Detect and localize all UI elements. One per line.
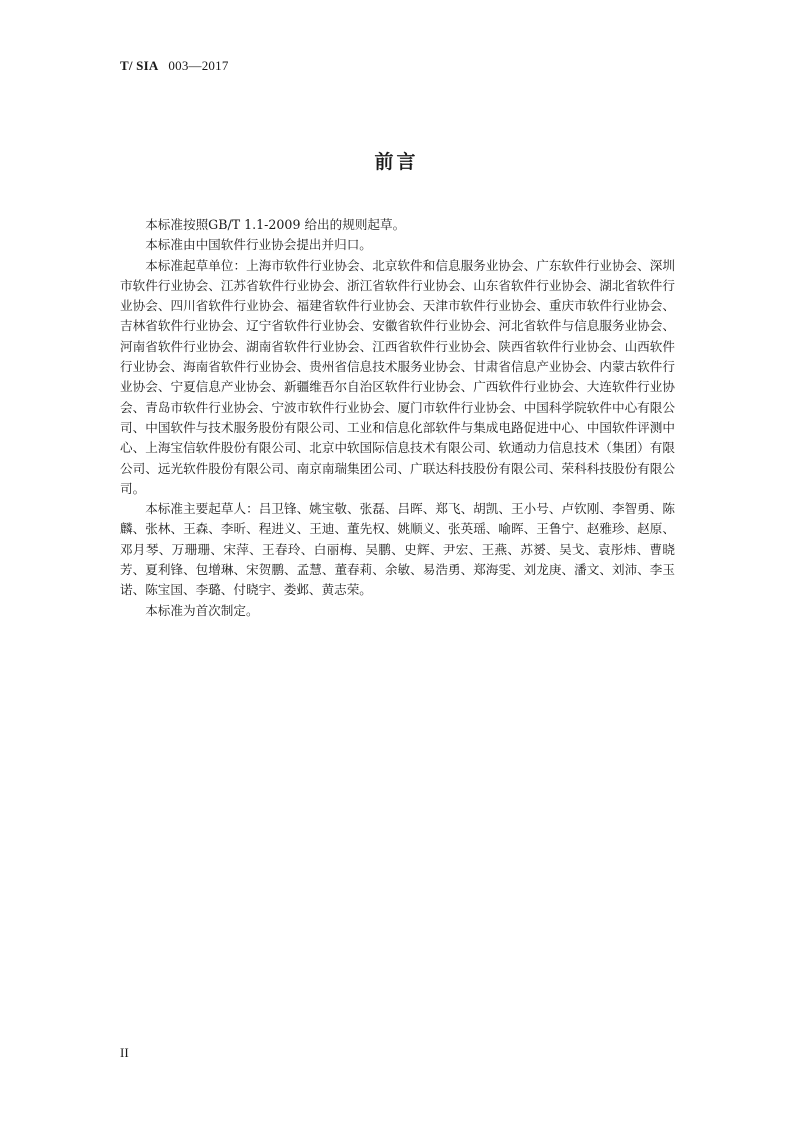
page-number: II <box>120 1045 129 1060</box>
paragraph-main-drafters: 本标准主要起草人：吕卫锋、姚宝敬、张磊、吕晖、郑飞、胡凯、王小号、卢钦刚、李智勇、陈麟、张林、王森、李昕、程进义、王迪、董先权、姚顺义、张英瑶、喻晖、王鲁宁、赵雅珍、赵原、邓月琴、万珊珊、宋萍、王春玲、白丽梅、吴鹏、史辉、尹宏、王燕、苏赟、吴戈、袁彤炜、曹晓芳、夏利锋、包增琳、宋贺鹏、孟慧、董春莉、余敏、易浩勇、郑海雯、刘龙庚、潘文、刘沛、李玉诺、陈宝国、李璐、付晓宇、娄邺、黄志荣。 <box>120 501 675 598</box>
page-title: 前言 <box>374 151 419 173</box>
paragraph-proposer: 本标准由中国软件行业协会提出并归口。 <box>145 237 372 253</box>
paragraph-first-edition: 本标准为首次制定。 <box>145 602 259 618</box>
paragraph-drafting-units: 本标准起草单位：上海市软件行业协会、北京软件和信息服务业协会、广东软件行业协会、深圳市软件行业协会、江苏省软件行业协会、浙江省软件行业协会、山东省软件行业协会、湖北省软件行业协会、四川省软件行业协会、福建省软件行业协会、天津市软件行业协会、重庆市软件行业协会、吉林省软件行业协会、辽宁省软件行业协会、安徽省软件行业协会、河北省软件与信息服务业协会、河南省软件行业协会、湖南省软件行业协会、江西省软件行业协会、陕西省软件行业协会、山西软件行业协会、海南省软件行业协会、贵州省信息技术服务业协会、甘肃省信息产业协会、内蒙古软件行业协会、宁夏信息产业协会、新疆维吾尔自治区软件行业协会、广西软件行业协会、大连软件行业协会、青岛市软件行业协会、宁波市软件行业协会、厦门市软件行业协会、中国科学院软件中心有限公司、中国软件与技术服务股份有限公司、工业和信息化部软件与集成电路促进中心、中国软件评测中心、上海宝信软件股份有限公司、北京中软国际信息技术有限公司、软通动力信息技术（集团）有限公司、远光软件股份有限公司、南京南瑞集团公司、广联达科技股份有限公司、荣科科技股份有限公司。 <box>120 257 675 496</box>
foreword-body <box>120 215 675 621</box>
paragraph-drafting-rules: 本标准按照GB/T 1.1-2009 给出的规则起草。 <box>145 217 406 232</box>
organization-code: T/ SIA <box>120 58 159 73</box>
document-number: 003—2017 <box>168 58 229 73</box>
document-code-header <box>120 58 229 74</box>
